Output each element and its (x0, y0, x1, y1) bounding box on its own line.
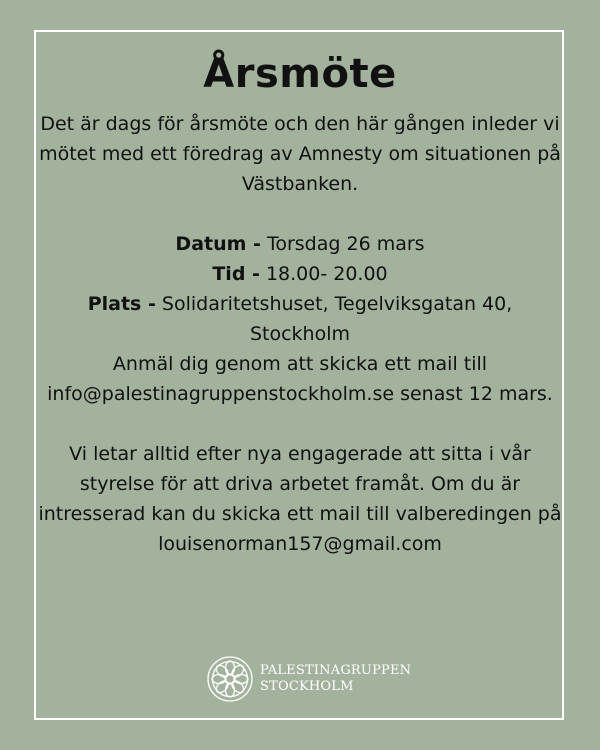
intro-text: Det är dags för årsmöte och den här gången inleder vi mötet med ett föredrag av Amnesty om situationen på Västbanken. (39, 113, 561, 195)
date-label: Datum - (175, 233, 261, 255)
page-title: Årsmöte (203, 51, 397, 97)
logo-wordmark (260, 663, 411, 695)
logo-line-1: PALESTINAGRUPPEN (260, 663, 412, 678)
event-details (36, 229, 564, 409)
date-line (36, 229, 564, 259)
time-line (36, 259, 564, 289)
time-value: 18.00- 20.00 (265, 263, 388, 285)
poster-content (36, 30, 564, 559)
signup-text: Anmäl dig genom att skicka ett mail till info@palestinagruppenstockholm.se senast 12 mars. (47, 353, 553, 405)
logo-line-2: STOCKHOLM (260, 679, 354, 694)
organization-logo (206, 655, 411, 703)
place-value: Solidaritetshuset, Tegelviksgatan 40, Stockholm (161, 293, 513, 345)
time-label: Tid - (212, 263, 260, 285)
arabesque-emblem-icon (206, 655, 254, 703)
place-line (36, 289, 564, 349)
place-label: Plats - (87, 293, 156, 315)
date-value: Torsdag 26 mars (266, 233, 425, 255)
recruit-text: Vi letar alltid efter nya engagerade att sitta i vår styrelse för att driva arbetet framåt. Om du är intresserad kan du skicka ett mail till valberedingen på louisenorman157@gmail.com (38, 443, 562, 555)
